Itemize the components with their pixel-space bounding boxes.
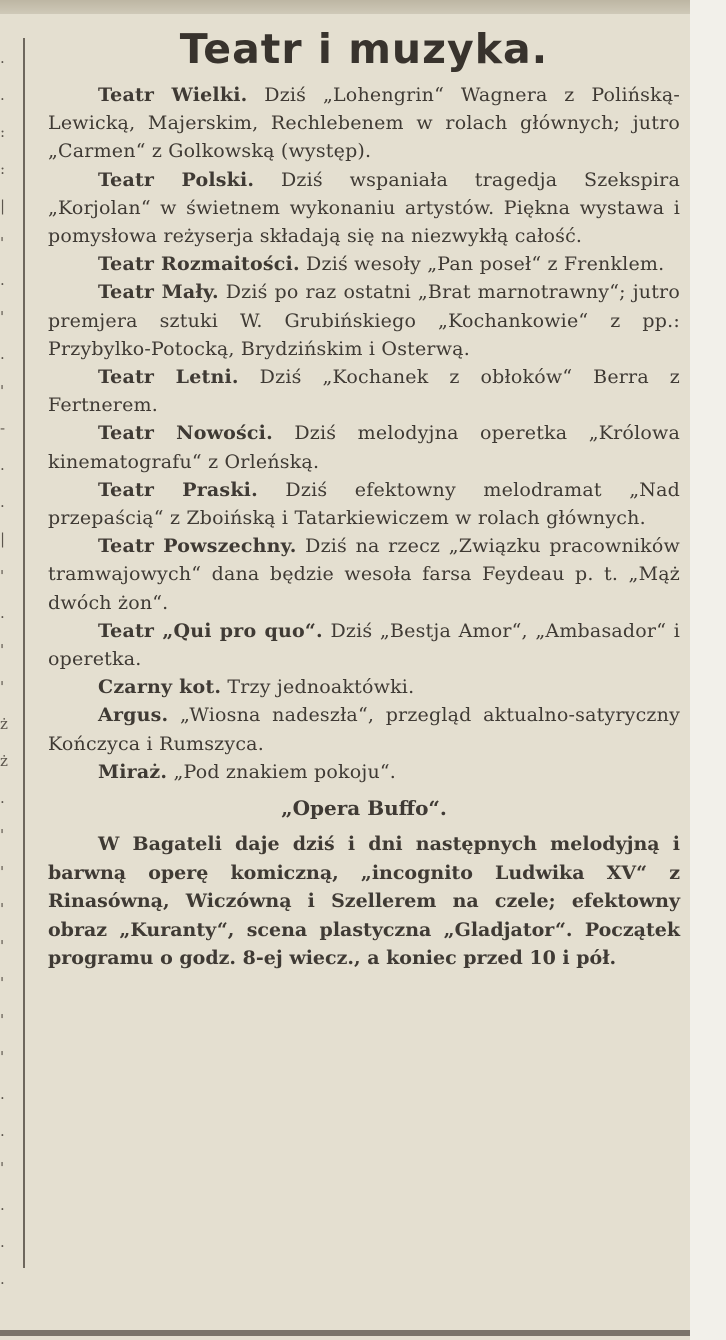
fragment-char: . xyxy=(0,1196,5,1214)
fragment-char: : xyxy=(0,123,6,141)
listing-entry xyxy=(48,701,680,757)
fragment-char: ' xyxy=(0,863,5,881)
fragment-char: ' xyxy=(0,1159,5,1177)
listing-name: Teatr Mały. xyxy=(98,281,219,304)
fragment-char: : xyxy=(0,160,6,178)
fragment-char: | xyxy=(0,530,6,548)
listing-name: Teatr Rozmaitości. xyxy=(98,253,300,276)
fragment-char: . xyxy=(0,1270,5,1288)
listing-name: Teatr Praski. xyxy=(98,478,258,501)
listing-entry xyxy=(48,617,680,673)
fragment-char: ' xyxy=(0,937,5,955)
listing-text: „Pod znakiem pokoju“. xyxy=(173,760,397,783)
fragment-char: ' xyxy=(0,234,5,252)
fragment-char: ' xyxy=(0,641,5,659)
listing-name: Teatr Nowości. xyxy=(98,422,273,445)
fragment-char: . xyxy=(0,345,5,363)
top-rule xyxy=(0,0,690,14)
listing-name: Czarny kot. xyxy=(98,676,222,699)
fragment-char: . xyxy=(0,49,5,67)
listing-text: Dziś wesoły „Pan poseł“ z Frenklem. xyxy=(306,253,665,276)
fragment-char: ' xyxy=(0,900,5,918)
listing-entry xyxy=(48,363,680,419)
listing-text: Dziś melodyjna operetka „Królowa kinematografu“ z Orleńską. xyxy=(48,422,680,473)
listing-name: Teatr Letni. xyxy=(98,366,239,389)
bottom-rule xyxy=(0,1330,690,1336)
fragment-char: . xyxy=(0,1122,5,1140)
listing-name: Argus. xyxy=(98,704,169,727)
section-heading: Teatr i muzyka. xyxy=(179,25,549,73)
fragment-char: ' xyxy=(0,678,5,696)
fragment-char: ż xyxy=(0,752,8,770)
listing-text: Dziś efektowny melodramat „Nad przepaścią“ z Zboińską i Tatarkiewiczem w rolach głównych. xyxy=(48,478,680,530)
fragment-char: . xyxy=(0,604,5,622)
fragment-char: ' xyxy=(0,974,5,992)
fragment-char: ' xyxy=(0,826,5,844)
page-margin xyxy=(690,0,726,1340)
listing-text: Dziś po raz ostatni „Brat marnotrawny“; jutro premjera sztuki W. Grubińskiego „Kochankowie“ z pp.: Przybylko-Potocką, Brydzińskim i Osterwą. xyxy=(48,281,680,360)
fragment-char: ' xyxy=(0,1011,5,1029)
listing-text: Dziś „Kochanek z obłoków“ Berra z Fertnerem. xyxy=(48,366,681,417)
listing-entry xyxy=(48,250,680,278)
fragment-char: . xyxy=(0,86,5,104)
listing-text: Dziś na rzecz „Związku pracowników tramwajowych“ dana będzie wesoła farsa Feydeau p. t. „Mąż dwóch żon“. xyxy=(48,535,680,614)
fragment-char: . xyxy=(0,789,5,807)
listing-name: Teatr Polski. xyxy=(98,168,255,191)
listing-name: Teatr Wielki. xyxy=(98,84,248,106)
fragment-char: . xyxy=(0,271,5,289)
fragment-char: - xyxy=(0,419,6,437)
listing-name: Teatr „Qui pro quo“. xyxy=(98,619,323,642)
final-paragraph: W Bagateli daje dziś i dni następnych melodyjną i barwną operę komiczną, „incognito Ludwika XV“ z Rinasówną, Wiczówną i Szellerem na czele; efektowny obraz „Kuranty“, scena plastyczna „Gladjator“. Początek programu o godz. 8-ej wiecz., a koniec przed 10 i pół. xyxy=(48,833,680,970)
listing-text: Dziś „Lohengrin“ Wagnera z Polińską-Lewicką, Majerskim, Rechlebenem w rolach głównych; jutro „Carmen“ z Golkowską (występ). xyxy=(48,84,680,163)
listing-name: Teatr Powszechny. xyxy=(98,535,297,558)
listing-entry xyxy=(48,419,680,475)
fragment-char: . xyxy=(0,1233,5,1251)
fragment-char: . xyxy=(0,456,5,474)
listing-name: Miraż. xyxy=(98,760,168,783)
listing-entry xyxy=(48,166,680,251)
listing-entry xyxy=(48,278,680,363)
listing-text: Trzy jednoaktówki. xyxy=(227,676,415,699)
fragment-char: ' xyxy=(0,1048,5,1066)
listing-entry xyxy=(48,673,680,701)
listing-entry xyxy=(48,532,680,617)
theatre-column xyxy=(48,25,680,973)
fragment-char: ' xyxy=(0,567,5,585)
entries-list xyxy=(48,81,680,786)
listing-text: „Wiosna nadeszła“, przegląd aktualno-satyryczny Kończyca i Rumszycа. xyxy=(48,704,680,755)
fragment-char: ' xyxy=(0,382,5,400)
column-rule xyxy=(23,38,25,1268)
adjacent-column-fragments xyxy=(0,40,10,1288)
fragment-char: | xyxy=(0,197,6,215)
fragment-char: . xyxy=(0,493,5,511)
fragment-char: ' xyxy=(0,308,5,326)
fragment-char: . xyxy=(0,1085,5,1103)
subheading: „Opera Buffo“. xyxy=(281,796,447,821)
listing-text: Dziś „Bestja Amor“, „Ambasador“ i operetka. xyxy=(48,619,680,671)
listing-text: Dziś wspaniała tragedja Szekspira „Korjolan“ w świetnem wykonaniu artystów. Piękna wystawa i pomysłowa reżyserja składają się na niezwykłą całość. xyxy=(48,168,680,248)
listing-entry xyxy=(48,81,680,166)
listing-entry xyxy=(48,758,680,786)
fragment-char: ż xyxy=(0,715,8,733)
listing-entry xyxy=(48,476,680,532)
